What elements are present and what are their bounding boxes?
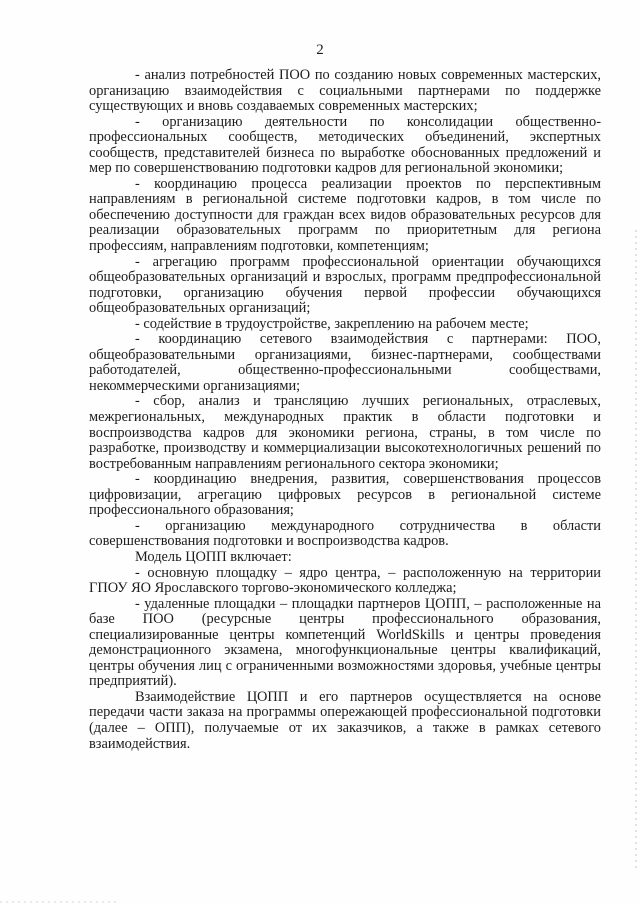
paragraph: - координацию внедрения, развития, совершенствования процессов цифровизации, агрегацию цифровых ресурсов в региональной системе профессионального образования; bbox=[89, 471, 601, 519]
paragraph: - содействие в трудоустройстве, закреплению на рабочем месте; bbox=[135, 315, 529, 332]
paragraph: - удаленные площадки – площадки партнеров ЦОПП, – расположенные на базе ПОО (ресурсные центры профессионального образования, специализированные центры компетенций WorldSkills и центры проведения демонстрационного экзамена, многофункциональные центры квалификаций, центры обучения лиц с ограниченными возможностями здоровья, учебные центры предприятий). bbox=[89, 595, 601, 690]
scan-edge-artifact bbox=[635, 230, 637, 870]
paragraph: - сбор, анализ и трансляцию лучших региональных, отраслевых, межрегиональных, международных практик в области подготовки и воспроизводства кадров для экономики региона, страны, в том числе по разработке, производству и коммерциализации высокотехнологичных решений по востребованным направлениям регионального сектора экономики; bbox=[89, 393, 601, 472]
paragraph: - организацию международного сотрудничества в области совершенствования подготовки и воспроизводства кадров. bbox=[89, 517, 601, 550]
paragraph: - координацию процесса реализации проектов по перспективным направлениям в региональной системе подготовки кадров, в том числе по обеспечению доступности для граждан всех видов образовательных ресурсов для реализации образовательных программ по приоритетным для региона профессиям, направлениям подготовки, компетенциям; bbox=[89, 175, 601, 255]
paragraph: Модель ЦОПП включает: bbox=[135, 548, 292, 565]
paragraph: - основную площадку – ядро центра, – расположенную на территории ГПОУ ЯО Ярославского торгово-экономического колледжа; bbox=[89, 564, 601, 597]
paragraph: - анализ потребностей ПОО по созданию новых современных мастерских, организацию взаимодействия с социальными партнерами по поддержке существующих и вновь создаваемых современных мастерских; bbox=[89, 67, 601, 115]
paragraph: - координацию сетевого взаимодействия с партнерами: ПОО, общеобразовательными организациями, бизнес-партнерами, сообществами работодателей, общественно-профессиональными сообществами, некоммерческими организациями; bbox=[89, 331, 601, 394]
scan-edge-artifact bbox=[0, 901, 120, 903]
page-number: 2 bbox=[316, 42, 324, 58]
paragraph: Взаимодействие ЦОПП и его партнеров осуществляется на основе передачи части заказа на программы опережающей профессиональной подготовки (далее – ОПП), получаемые от их заказчиков, а также в рамках сетевого взаимодействия. bbox=[89, 688, 601, 752]
paragraph: - организацию деятельности по консолидации общественно-профессиональных сообществ, методических объединений, экспертных сообществ, представителей бизнеса по выработке обоснованных предложений и мер по совершенствованию подготовки кадров для региональной экономики; bbox=[89, 113, 601, 177]
paragraph: - агрегацию программ профессиональной ориентации обучающихся общеобразовательных организаций и взрослых, программ предпрофессиональной подготовки, организацию обучения первой профессии обучающихся общеобразовательных организаций; bbox=[89, 253, 601, 317]
document-body bbox=[89, 68, 601, 752]
